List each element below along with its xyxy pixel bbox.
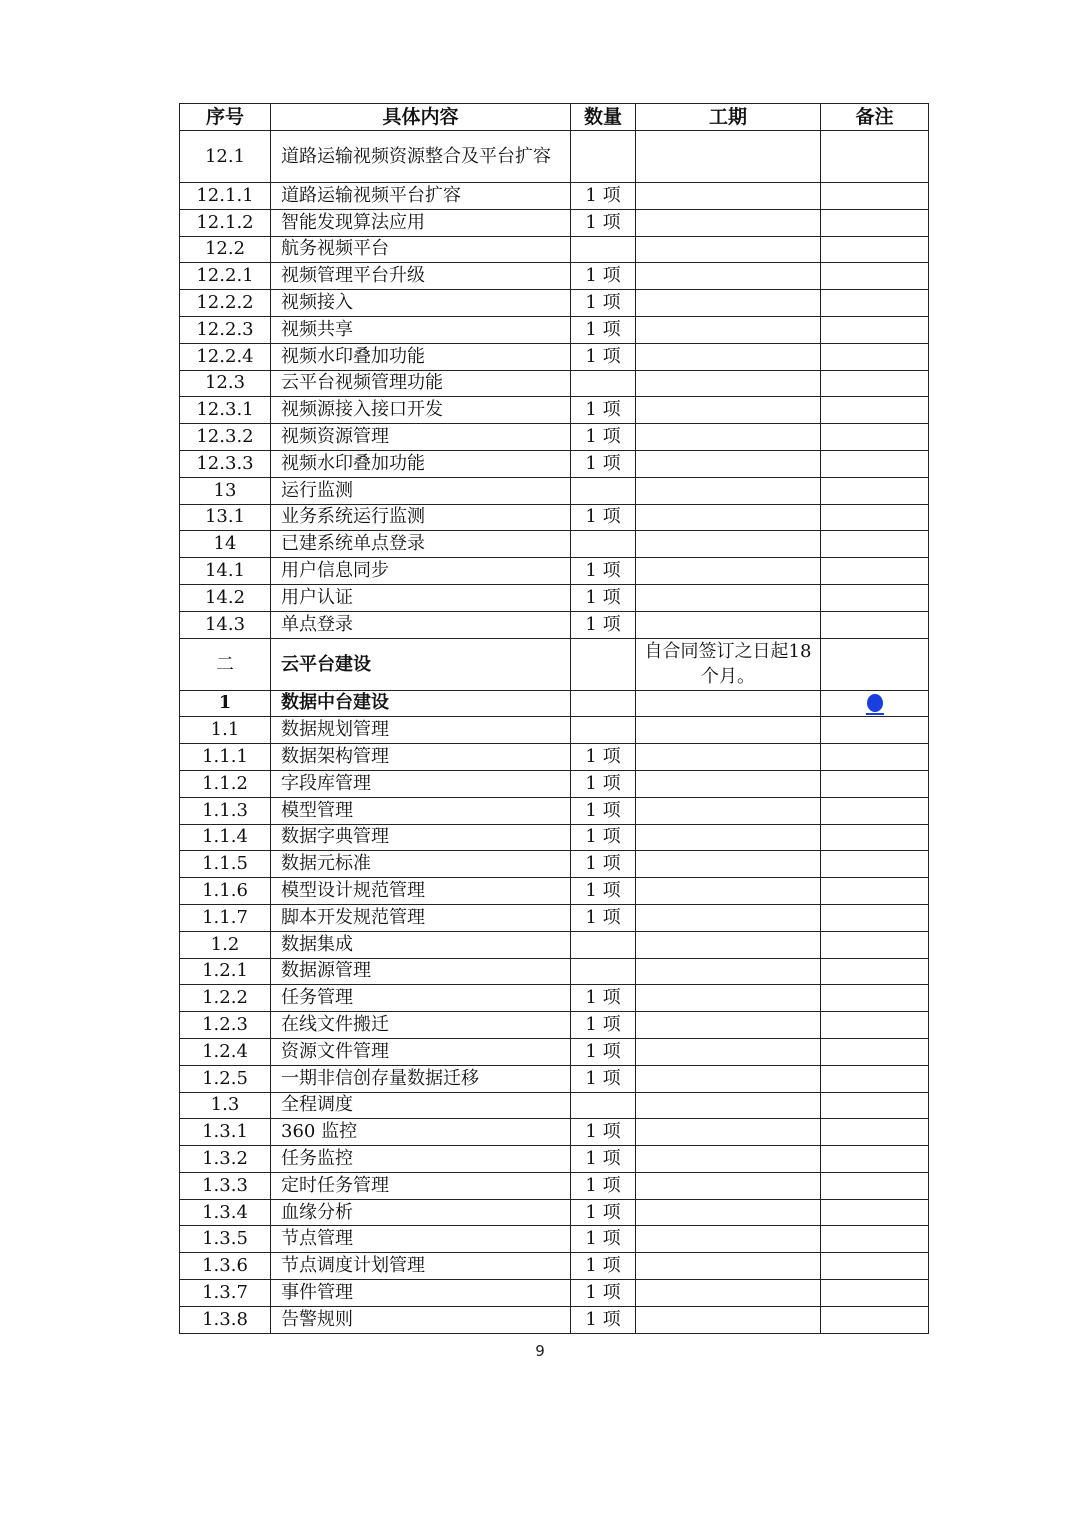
cell-quantity [571, 717, 636, 744]
cell-note [821, 638, 929, 690]
cell-content: 视频接入 [271, 290, 571, 317]
cell-note [821, 1172, 929, 1199]
cell-period: 自合同签订之日起18 个月。 [636, 638, 821, 690]
cell-period [636, 904, 821, 931]
cell-content: 云平台视频管理功能 [271, 370, 571, 397]
table-row [180, 558, 929, 585]
cell-seq: 14 [180, 531, 271, 558]
cell-quantity: 1 项 [571, 878, 636, 905]
cell-content: 节点管理 [271, 1226, 571, 1253]
cell-seq: 1.2.5 [180, 1065, 271, 1092]
cell-content: 道路运输视频资源整合及平台扩容 [271, 131, 571, 183]
cell-content: 模型设计规范管理 [271, 878, 571, 905]
cell-note [821, 824, 929, 851]
table-row [180, 183, 929, 210]
table-row [180, 690, 929, 717]
cell-note [821, 851, 929, 878]
cell-content: 字段库管理 [271, 770, 571, 797]
cell-content: 任务监控 [271, 1146, 571, 1173]
cell-note [821, 209, 929, 236]
cell-note [821, 397, 929, 424]
cell-period [636, 316, 821, 343]
cell-period [636, 1038, 821, 1065]
cell-quantity [571, 370, 636, 397]
cell-seq: 1.1.5 [180, 851, 271, 878]
table-row [180, 1092, 929, 1119]
cell-quantity: 1 项 [571, 985, 636, 1012]
table-row [180, 1306, 929, 1333]
cell-seq: 13.1 [180, 504, 271, 531]
note-link[interactable] [866, 694, 884, 715]
cell-period [636, 504, 821, 531]
cell-seq: 1.2.1 [180, 958, 271, 985]
cell-content: 节点调度计划管理 [271, 1253, 571, 1280]
table-row [180, 770, 929, 797]
cell-note [821, 477, 929, 504]
cell-content: 资源文件管理 [271, 1038, 571, 1065]
cell-content: 在线文件搬迁 [271, 1012, 571, 1039]
cell-quantity [571, 531, 636, 558]
cell-seq: 12.1.1 [180, 183, 271, 210]
cell-note [821, 744, 929, 771]
cell-note [821, 1012, 929, 1039]
cell-note [821, 290, 929, 317]
table-row [180, 1280, 929, 1307]
cell-seq: 1.3.7 [180, 1280, 271, 1307]
cell-seq: 1.2.4 [180, 1038, 271, 1065]
cell-seq: 12.2 [180, 236, 271, 263]
table-row [180, 1253, 929, 1280]
table-row [180, 263, 929, 290]
table-row [180, 1226, 929, 1253]
cell-quantity: 1 项 [571, 397, 636, 424]
cell-quantity: 1 项 [571, 316, 636, 343]
cell-period [636, 1253, 821, 1280]
cell-content: 数据元标准 [271, 851, 571, 878]
cell-note [821, 1146, 929, 1173]
table-row [180, 290, 929, 317]
cell-seq: 13 [180, 477, 271, 504]
cell-note [821, 1253, 929, 1280]
cell-content: 脚本开发规范管理 [271, 904, 571, 931]
cell-quantity [571, 477, 636, 504]
cell-seq: 1.1.7 [180, 904, 271, 931]
cell-period [636, 824, 821, 851]
cell-quantity: 1 项 [571, 558, 636, 585]
cell-content: 360 监控 [271, 1119, 571, 1146]
page-number: 9 [535, 1342, 545, 1360]
cell-seq: 14.2 [180, 584, 271, 611]
table-row [180, 878, 929, 905]
cell-content: 视频资源管理 [271, 424, 571, 451]
cell-seq: 12.2.2 [180, 290, 271, 317]
cell-quantity: 1 项 [571, 824, 636, 851]
cell-note [821, 717, 929, 744]
cell-period [636, 958, 821, 985]
cell-note [821, 1199, 929, 1226]
cell-quantity: 1 项 [571, 1226, 636, 1253]
cell-quantity [571, 131, 636, 183]
table-row [180, 131, 929, 183]
cell-content: 云平台建设 [271, 638, 571, 690]
cell-content: 数据规划管理 [271, 717, 571, 744]
cell-quantity: 1 项 [571, 1199, 636, 1226]
cell-quantity: 1 项 [571, 424, 636, 451]
cell-period [636, 183, 821, 210]
cell-quantity: 1 项 [571, 263, 636, 290]
cell-seq: 14.1 [180, 558, 271, 585]
cell-period [636, 1226, 821, 1253]
table-body [180, 131, 929, 1334]
cell-quantity: 1 项 [571, 343, 636, 370]
cell-content: 视频水印叠加功能 [271, 450, 571, 477]
table-row [180, 851, 929, 878]
table-row [180, 424, 929, 451]
cell-period [636, 531, 821, 558]
cell-quantity: 1 项 [571, 183, 636, 210]
cell-note [821, 1065, 929, 1092]
cell-period [636, 370, 821, 397]
cell-period [636, 744, 821, 771]
cell-content: 业务系统运行监测 [271, 504, 571, 531]
cell-content: 智能发现算法应用 [271, 209, 571, 236]
cell-seq: 1.3.2 [180, 1146, 271, 1173]
cell-note [821, 1119, 929, 1146]
cell-content: 道路运输视频平台扩容 [271, 183, 571, 210]
cell-note [821, 770, 929, 797]
cell-seq: 1.3.5 [180, 1226, 271, 1253]
cell-note [821, 985, 929, 1012]
table-row [180, 1038, 929, 1065]
cell-quantity: 1 项 [571, 1253, 636, 1280]
cell-seq: 12.3.2 [180, 424, 271, 451]
cell-note [821, 690, 929, 717]
header-seq: 序号 [180, 104, 271, 131]
cell-content: 视频水印叠加功能 [271, 343, 571, 370]
cell-period [636, 1280, 821, 1307]
cell-seq: 12.3 [180, 370, 271, 397]
cell-period [636, 1306, 821, 1333]
cell-quantity: 1 项 [571, 1306, 636, 1333]
cell-seq: 1.1.4 [180, 824, 271, 851]
table-row [180, 1119, 929, 1146]
cell-seq: 1.3.3 [180, 1172, 271, 1199]
table-row [180, 316, 929, 343]
table-row [180, 797, 929, 824]
cell-note [821, 1092, 929, 1119]
cell-period [636, 424, 821, 451]
cell-note [821, 611, 929, 638]
cell-seq: 1.3.1 [180, 1119, 271, 1146]
cell-seq: 1.1.1 [180, 744, 271, 771]
table-row [180, 985, 929, 1012]
cell-content: 定时任务管理 [271, 1172, 571, 1199]
cell-content: 数据集成 [271, 931, 571, 958]
cell-content: 单点登录 [271, 611, 571, 638]
cell-period [636, 851, 821, 878]
cell-period [636, 209, 821, 236]
cell-note [821, 316, 929, 343]
cell-note [821, 878, 929, 905]
cell-note [821, 183, 929, 210]
cell-seq: 14.3 [180, 611, 271, 638]
table-row [180, 370, 929, 397]
table-row [180, 717, 929, 744]
cell-period [636, 717, 821, 744]
cell-period [636, 450, 821, 477]
cell-period [636, 1092, 821, 1119]
cell-seq: 12.2.1 [180, 263, 271, 290]
cell-period [636, 985, 821, 1012]
cell-content: 模型管理 [271, 797, 571, 824]
cell-period [636, 558, 821, 585]
cell-period [636, 236, 821, 263]
table-row [180, 531, 929, 558]
table-row [180, 1012, 929, 1039]
cell-content: 视频共享 [271, 316, 571, 343]
cell-quantity: 1 项 [571, 209, 636, 236]
cell-content: 数据字典管理 [271, 824, 571, 851]
cell-quantity: 1 项 [571, 1038, 636, 1065]
cell-content: 航务视频平台 [271, 236, 571, 263]
cell-quantity: 1 项 [571, 851, 636, 878]
cell-seq: 12.2.3 [180, 316, 271, 343]
cell-note [821, 1226, 929, 1253]
table-row [180, 1172, 929, 1199]
cell-period [636, 878, 821, 905]
cell-content: 全程调度 [271, 1092, 571, 1119]
cell-period [636, 1146, 821, 1173]
cell-note [821, 558, 929, 585]
table-header-row [180, 104, 929, 131]
cell-content: 用户认证 [271, 584, 571, 611]
cell-period [636, 931, 821, 958]
cell-quantity: 1 项 [571, 1012, 636, 1039]
cell-quantity: 1 项 [571, 1119, 636, 1146]
table-row [180, 958, 929, 985]
cell-seq: 1.2 [180, 931, 271, 958]
cell-seq: 12.1 [180, 131, 271, 183]
cell-quantity: 1 项 [571, 450, 636, 477]
cell-seq: 1.1.3 [180, 797, 271, 824]
cell-seq: 1.1.2 [180, 770, 271, 797]
cell-note [821, 504, 929, 531]
cell-period [636, 477, 821, 504]
cell-quantity: 1 项 [571, 290, 636, 317]
cell-seq: 1.3.6 [180, 1253, 271, 1280]
cell-note [821, 584, 929, 611]
cell-note [821, 236, 929, 263]
cell-note [821, 343, 929, 370]
schedule-table [179, 103, 929, 1334]
header-period: 工期 [636, 104, 821, 131]
table-row [180, 584, 929, 611]
cell-content: 用户信息同步 [271, 558, 571, 585]
table-row [180, 824, 929, 851]
cell-note [821, 370, 929, 397]
table-row [180, 1065, 929, 1092]
cell-period [636, 263, 821, 290]
table-row [180, 477, 929, 504]
cell-period [636, 1065, 821, 1092]
cell-quantity: 1 项 [571, 1146, 636, 1173]
table-row [180, 611, 929, 638]
cell-seq: 1.3.4 [180, 1199, 271, 1226]
cell-seq: 1.1 [180, 717, 271, 744]
cell-quantity: 1 项 [571, 797, 636, 824]
cell-quantity [571, 1092, 636, 1119]
cell-period [636, 1012, 821, 1039]
table-row [180, 904, 929, 931]
cell-period [636, 1199, 821, 1226]
cell-note [821, 1280, 929, 1307]
cell-period [636, 584, 821, 611]
cell-quantity: 1 项 [571, 770, 636, 797]
cell-content: 视频管理平台升级 [271, 263, 571, 290]
header-note: 备注 [821, 104, 929, 131]
cell-seq: 12.1.2 [180, 209, 271, 236]
cell-content: 数据架构管理 [271, 744, 571, 771]
cell-period [636, 690, 821, 717]
cell-period [636, 290, 821, 317]
cell-quantity [571, 638, 636, 690]
cell-note [821, 424, 929, 451]
cell-note [821, 904, 929, 931]
table-row [180, 209, 929, 236]
cell-note [821, 1306, 929, 1333]
cell-content: 一期非信创存量数据迁移 [271, 1065, 571, 1092]
cell-seq: 二 [180, 638, 271, 690]
table-row [180, 236, 929, 263]
cell-quantity: 1 项 [571, 1280, 636, 1307]
cell-quantity [571, 931, 636, 958]
cell-quantity: 1 项 [571, 611, 636, 638]
cell-note [821, 1038, 929, 1065]
table-row [180, 638, 929, 690]
cell-quantity [571, 958, 636, 985]
cell-quantity: 1 项 [571, 1172, 636, 1199]
cell-seq: 1.3.8 [180, 1306, 271, 1333]
table-row [180, 343, 929, 370]
cell-seq: 1.3 [180, 1092, 271, 1119]
cell-seq: 12.2.4 [180, 343, 271, 370]
cell-content: 视频源接入接口开发 [271, 397, 571, 424]
cell-content: 已建系统单点登录 [271, 531, 571, 558]
table-row [180, 744, 929, 771]
cell-seq: 1 [180, 690, 271, 717]
cell-note [821, 931, 929, 958]
cell-quantity: 1 项 [571, 584, 636, 611]
cell-period [636, 770, 821, 797]
cell-content: 事件管理 [271, 1280, 571, 1307]
cell-seq: 1.2.3 [180, 1012, 271, 1039]
header-content: 具体内容 [271, 104, 571, 131]
cell-content: 运行监测 [271, 477, 571, 504]
cell-content: 血缘分析 [271, 1199, 571, 1226]
cell-quantity: 1 项 [571, 744, 636, 771]
cell-note [821, 958, 929, 985]
cell-quantity: 1 项 [571, 904, 636, 931]
cell-quantity [571, 690, 636, 717]
cell-content: 数据源管理 [271, 958, 571, 985]
cell-note [821, 450, 929, 477]
table-row [180, 397, 929, 424]
table-row [180, 504, 929, 531]
cell-seq: 12.3.3 [180, 450, 271, 477]
cell-content: 数据中台建设 [271, 690, 571, 717]
cell-note [821, 797, 929, 824]
cell-period [636, 343, 821, 370]
cell-period [636, 1172, 821, 1199]
cell-note [821, 531, 929, 558]
cell-period [636, 797, 821, 824]
cell-content: 任务管理 [271, 985, 571, 1012]
cell-seq: 1.1.6 [180, 878, 271, 905]
cell-quantity [571, 236, 636, 263]
table-row [180, 1146, 929, 1173]
table-row [180, 1199, 929, 1226]
blue-dot-link-icon[interactable] [867, 694, 883, 712]
cell-quantity: 1 项 [571, 1065, 636, 1092]
header-quantity: 数量 [571, 104, 636, 131]
cell-period [636, 1119, 821, 1146]
cell-quantity: 1 项 [571, 504, 636, 531]
table-row [180, 450, 929, 477]
cell-period [636, 611, 821, 638]
cell-period [636, 131, 821, 183]
cell-note [821, 131, 929, 183]
cell-note [821, 263, 929, 290]
cell-seq: 1.2.2 [180, 985, 271, 1012]
table-row [180, 931, 929, 958]
cell-content: 告警规则 [271, 1306, 571, 1333]
cell-seq: 12.3.1 [180, 397, 271, 424]
cell-period [636, 397, 821, 424]
